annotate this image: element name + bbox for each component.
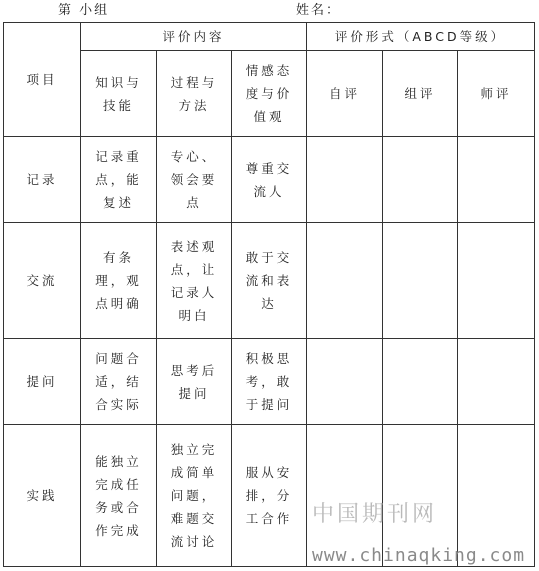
name-label: 姓名： (296, 3, 342, 18)
row-project: 提问 (4, 339, 81, 425)
header-evaluation-content: 评价内容 (81, 23, 307, 51)
cell-knowledge: 能独立完成任务或合作完成 (81, 425, 157, 567)
cell-group-eval[interactable] (383, 339, 458, 425)
table-row (4, 223, 535, 339)
form-header (0, 0, 539, 22)
cell-process: 专心、领会要点 (157, 137, 232, 223)
watermark-url: www.chinaqking.com (312, 545, 526, 566)
row-project: 实践 (4, 425, 81, 567)
header-process-methods: 过程与方法 (157, 51, 232, 137)
cell-emotion: 积极思考，敢于提问 (232, 339, 307, 425)
cell-process: 思考后提问 (157, 339, 232, 425)
cell-teacher-eval[interactable] (458, 137, 535, 223)
cell-knowledge: 记录重点，能复述 (81, 137, 157, 223)
header-evaluation-form: 评价形式（ABCD等级） (307, 23, 535, 51)
cell-teacher-eval[interactable] (458, 223, 535, 339)
header-emotion-attitude-values: 情感态度与价值观 (232, 51, 307, 137)
cell-self-eval[interactable] (307, 137, 383, 223)
row-project: 交流 (4, 223, 81, 339)
cell-emotion: 敢于交流和表达 (232, 223, 307, 339)
header-group-eval: 组评 (383, 51, 458, 137)
header-self-eval: 自评 (307, 51, 383, 137)
cell-teacher-eval[interactable] (458, 339, 535, 425)
evaluation-table (3, 22, 535, 567)
table-row (4, 137, 535, 223)
header-teacher-eval: 师评 (458, 51, 535, 137)
cell-emotion: 服从安排，分工合作 (232, 425, 307, 567)
row-project: 记录 (4, 137, 81, 223)
cell-group-eval[interactable] (383, 223, 458, 339)
cell-self-eval[interactable] (307, 223, 383, 339)
header-project: 项目 (4, 23, 81, 137)
cell-group-eval[interactable] (383, 137, 458, 223)
cell-emotion: 尊重交流人 (232, 137, 307, 223)
header-knowledge-skills: 知识与技能 (81, 51, 157, 137)
group-label: 第 小组 (58, 3, 110, 18)
cell-process: 表述观点，让记录人明白 (157, 223, 232, 339)
cell-process: 独立完成简单问题，难题交流讨论 (157, 425, 232, 567)
watermark-brand: 中国期刊网 (312, 502, 438, 527)
cell-self-eval[interactable] (307, 339, 383, 425)
table-row (4, 339, 535, 425)
cell-knowledge: 问题合适，结合实际 (81, 339, 157, 425)
cell-knowledge: 有条理，观点明确 (81, 223, 157, 339)
